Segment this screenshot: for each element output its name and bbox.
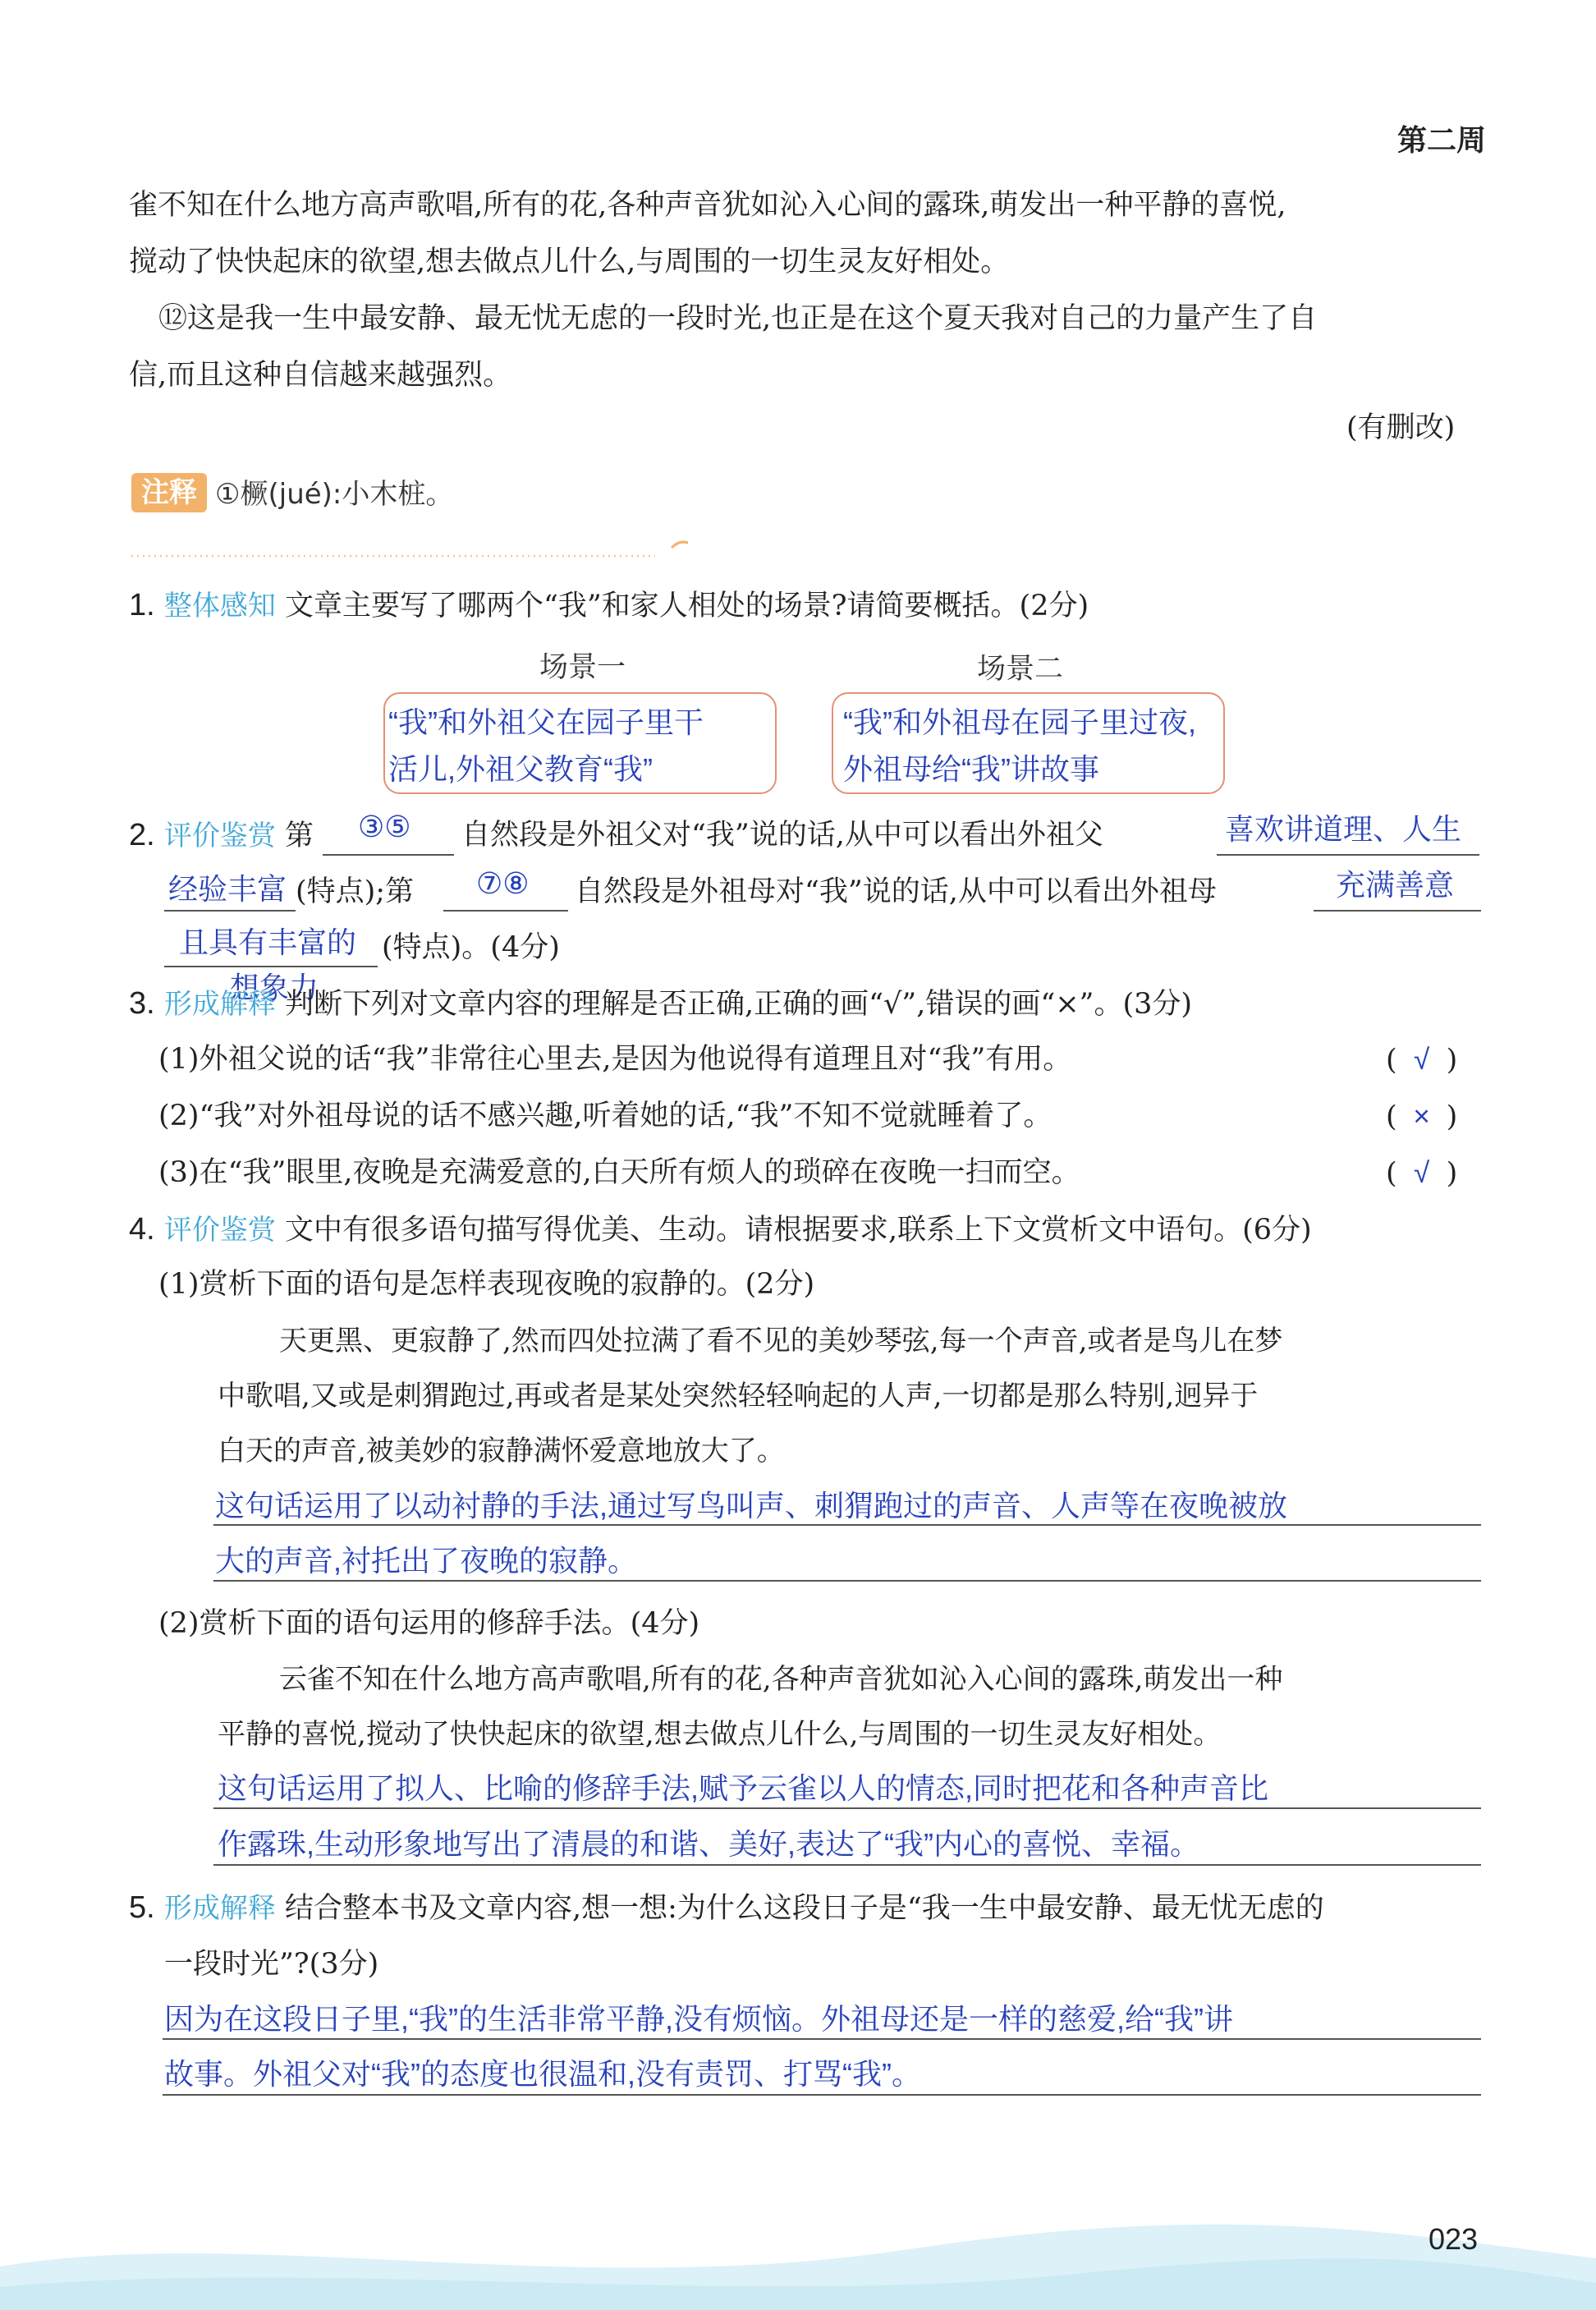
passage-line: 搅动了快快起床的欲望,想去做点儿什么,与周围的一切生灵友好相处。 [129,246,1010,278]
question-4 [129,1201,1312,1258]
blank-line [323,854,454,856]
question-tag: 评价鉴赏 [163,1215,276,1246]
sub-question: (2)赏析下面的语句运用的修辞手法。(4分) [158,1607,700,1640]
question-text: 文章主要写了哪两个“我”和家人相处的场景?请简要概括。(2分) [284,590,1089,622]
blank-line [1217,854,1479,856]
answer-underline [163,2094,1481,2096]
answer-underline [213,1864,1481,1866]
judge-bracket: ( √ ) [1386,1044,1458,1077]
question-3 [129,976,1192,1032]
question-text: 自然段是外祖母对“我”说的话,从中可以看出外祖母 [575,875,1217,908]
source-note: (有删改) [1346,411,1456,444]
question-text: (特点);第 [296,875,415,908]
scene-1-label: 场景一 [539,651,626,684]
scene-2-label: 场景二 [977,653,1064,686]
question-number: 3. [129,986,155,1021]
judge-item: (1)外祖父说的话“我”非常往心里去,是因为他说得有道理且对“我”有用。 [158,1043,1072,1076]
judge-answer: √ [1414,1157,1430,1189]
answer-line: 大的声音,衬托出了夜晚的寂静。 [215,1544,638,1578]
question-tag: 评价鉴赏 [163,820,276,852]
answer-underline [213,1580,1481,1582]
passage-line: ⑫这是我一生中最安静、最无忧无虑的一段时光,也正是在这个夏天我对自己的力量产生了自 [158,302,1318,335]
answer-line: 故事。外祖父对“我”的态度也很温和,没有责罚、打骂“我”。 [164,2057,921,2091]
note-tag-label: 注释 [141,477,197,508]
quote-line: 平静的喜悦,搅动了快快起床的欲望,想去做点儿什么,与周围的一切生灵友好相处。 [218,1718,1222,1751]
question-text: 判断下列对文章内容的理解是否正确,正确的画“√”,错误的画“×”。(3分) [284,988,1193,1021]
question-number: 2. [129,818,155,852]
question-text: 文中有很多语句描写得优美、生动。请根据要求,联系上下文赏析文中语句。(6分) [284,1214,1312,1247]
answer-line: 这句话运用了以动衬静的手法,通过写鸟叫声、刺猬跑过的声音、人声等在夜晚被放 [215,1489,1288,1522]
trait-1-answer: 喜欢讲道理、人生 [1225,812,1462,846]
page-number: 023 [1429,2222,1479,2256]
scene-2-answer: 外祖母给“我”讲故事 [843,752,1099,786]
footer-wave [0,2209,1596,2310]
question-text: 结合整本书及文章内容,想一想:为什么这段日子是“我一生中最安静、最无忧无虑的 [284,1892,1324,1925]
blank-line [1314,910,1481,912]
question-text: 自然段是外祖父对“我”说的话,从中可以看出外祖父 [461,819,1103,852]
sub-question: (1)赏析下面的语句是怎样表现夜晚的寂静的。(2分) [158,1268,815,1301]
question-number: 5. [129,1890,155,1925]
scene-1-answer: “我”和外祖父在园子里干 [388,705,704,739]
question-text: 一段时光”?(3分) [164,1948,379,1981]
answer-underline [213,1524,1481,1526]
blank-line [164,910,296,912]
blank-1-answer: ③⑤ [358,810,411,843]
question-number: 4. [129,1212,155,1247]
trait-2-answer: 充满善意 [1336,868,1455,902]
judge-item: (3)在“我”眼里,夜晚是充满爱意的,白天所有烦人的琐碎在夜晚一扫而空。 [158,1156,1080,1189]
judge-bracket: ( √ ) [1386,1157,1458,1190]
note-tag [131,473,207,512]
passage-line: 雀不知在什么地方高声歌唱,所有的花,各种声音犹如沁入心间的露珠,萌发出一种平静的喜悦, [129,189,1286,222]
judge-item: (2)“我”对外祖母说的话不感兴趣,听着她的话,“我”不知不觉就睡着了。 [158,1100,1053,1132]
trait-2-answer: 且具有丰富的 [179,925,357,959]
answer-underline [163,2038,1481,2040]
question-1 [129,577,1089,634]
passage-line: 信,而且这种自信越来越强烈。 [129,359,512,392]
scene-2-answer: “我”和外祖母在园子里过夜, [843,705,1196,739]
question-text: (特点)。(4分) [382,931,560,964]
blank-line [443,910,568,912]
quote-line: 中歌唱,又或是刺猬跑过,再或者是某处突然轻轻响起的人声,一切都是那么特别,迥异于 [218,1380,1259,1412]
judge-answer: √ [1414,1044,1430,1076]
decorative-divider [130,538,688,563]
question-text: 第 [284,820,314,852]
note-text: ①橛(jué):小木桩。 [215,478,454,511]
answer-underline [213,1807,1481,1809]
quote-line: 白天的声音,被美妙的寂静满怀爱意地放大了。 [218,1435,785,1467]
answer-line: 作露珠,生动形象地写出了清晨的和谐、美好,表达了“我”内心的喜悦、幸福。 [218,1827,1199,1861]
question-tag: 整体感知 [163,590,276,622]
quote-line: 天更黑、更寂静了,然而四处拉满了看不见的美妙琴弦,每一个声音,或者是鸟儿在梦 [279,1325,1283,1357]
scene-1-answer: 活儿,外祖父教育“我” [388,752,653,786]
judge-answer: × [1413,1100,1430,1132]
question-5 [129,1880,1324,1936]
question-number: 1. [129,588,155,622]
trait-1-answer: 经验丰富 [168,872,287,906]
judge-bracket: ( × ) [1386,1100,1458,1133]
blank-2-answer: ⑦⑧ [476,866,530,900]
answer-line: 这句话运用了拟人、比喻的修辞手法,赋予云雀以人的情态,同时把花和各种声音比 [218,1771,1269,1805]
week-label: 第二周 [1397,123,1487,157]
trait-2-answer: 想象力 [230,971,319,1004]
question-tag: 形成解释 [163,1893,276,1924]
quote-line: 云雀不知在什么地方高声歌唱,所有的花,各种声音犹如沁入心间的露珠,萌发出一种 [279,1663,1283,1696]
question-2-line-1 [129,807,314,864]
answer-line: 因为在这段日子里,“我”的生活非常平静,没有烦恼。外祖母还是一样的慈爱,给“我”讲 [164,2002,1233,2036]
question-tag: 形成解释 [163,989,276,1020]
